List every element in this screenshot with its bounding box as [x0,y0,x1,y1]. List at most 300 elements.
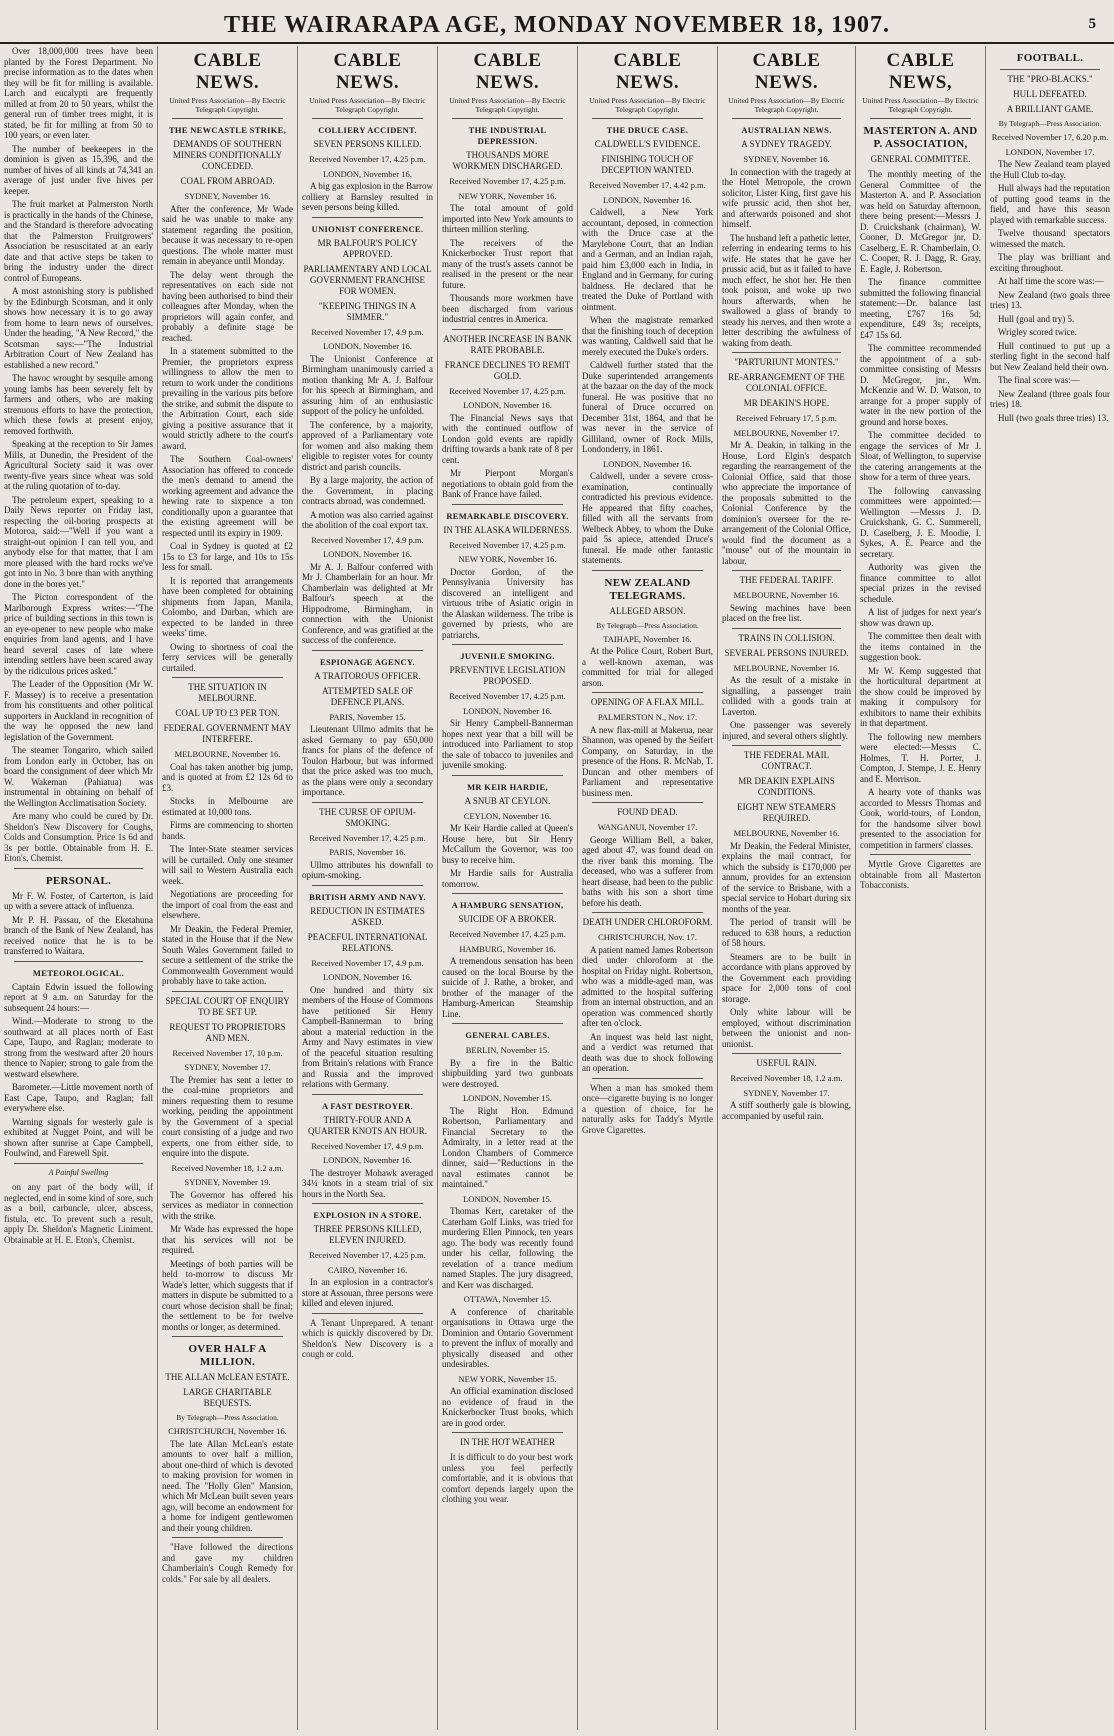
paragraph: The petroleum expert, speaking to a Daily News reporter on Friday last, respecting the oil-boring prospects at Motoroa, said:—"Well if you want a straight-out opinion I can tell you, and anybody else for that matter, that I am more pleased with the hard rocks we've got into in No. 3 bore than with anything done in the bores yet." [4,494,153,589]
divider [732,628,841,629]
subheadline: A SYDNEY TRAGEDY. [741,139,832,149]
dateline: MELBOURNE, November 17. [733,427,840,438]
paragraph: Lieutenant Ullmo admits that he asked Germany to pay 650,000 francs for plans of the defence of Toulon Harbour, but was informed that the price asked was too much, as the plans were only a secondary importance. [302,724,433,797]
column-title: CABLE NEWS. [613,50,682,93]
paragraph: The late Allan McLean's estate amounts to over half a million, about one-third of which is devoted to making provision for women in need. The "Holly Glen" Mansion, which Mr McLean built seven years ago, will become an endowment for a home for indigent gentlewomen and their young children. [162,1438,293,1533]
paragraph: A big gas explosion in the Barrow colliery at Barnsley resulted in seven persons being killed. [302,181,433,212]
paragraph: A motion was also carried against the abolition of the coal export tax. [302,509,433,530]
paragraph: Mr Pierpont Morgan's negotiations to obtain gold from the Bank of France have failed. [442,468,573,499]
paragraph: Hull (two goals three tries) 13. [998,412,1109,423]
subheadline: MR DEAKIN'S HOPE. [743,398,830,408]
paragraph: An inquest was held last night, and a verdict was returned that death was due to shock following an operation. [582,1031,713,1073]
paragraph: In an explosion in a contractor's store at Assouan, three persons were killed and eleven injured. [302,1277,433,1308]
dateline: MELBOURNE, November 16. [733,590,840,600]
dateline: NEW YORK, November 15. [458,1373,557,1384]
subheadline: COAL FROM ABROAD. [180,176,275,186]
divider [592,692,703,693]
received-line: Received November 17, 4.9 p.m. [311,957,424,968]
subheadline: MR BALFOUR'S POLICY APPROVED. [317,237,418,259]
subheadline: THE SITUATION IN MELBOURNE. [188,682,267,703]
subheadline: DEATH UNDER CHLOROFORM. [582,917,713,927]
paragraph: Firms are commencing to shorten hands. [162,820,293,841]
subheadline: ATTEMPTED SALE OF DEFENCE PLANS. [321,685,413,707]
paragraph: The committee recommended the appointment of a sub-committee consisting of Messrs D. McGregor, jnr., Wm. McKenzie and W. D. Watson, to arrange for a proper supply of water in the new portion of the ground and horse boxes. [860,343,981,427]
masthead [0,0,1114,44]
newspaper-title: THE WAIRARAPA AGE, MONDAY NOVEMBER 18, 1907. [223,12,891,38]
paragraph: The delay went through the representatives on each side not having been authorised to bind their colleagues after Monday, when the proprietors will again confer, and probably a definite stage be reached. [162,269,293,343]
paragraph: Authority was given the finance committee to allot special prizes in the revised schedule. [860,562,981,604]
column-title: CABLE NEWS. [193,50,262,93]
dateline: CEYLON, November 16. [463,810,552,821]
advertisement: "Have followed the directions and gave my children Chamberlain's Cough Remedy for colds." For sale by all dealers. [162,1542,293,1584]
divider [732,352,841,353]
divider [312,802,423,803]
divider [312,1203,423,1204]
headline: THE INDUSTRIAL DEPRESSION. [468,125,547,146]
subheadline: THIRTY-FOUR AND A QUARTER KNOTS AN HOUR. [308,1114,427,1136]
divider [312,217,423,218]
divider [452,775,563,776]
subheadline: IN THE ALASKA WILDERNESS. [443,524,572,535]
headline: COLLIERY ACCIDENT. [318,125,417,135]
divider [452,1432,563,1433]
dateline: MELBOURNE, November 16. [174,749,281,759]
subheadline: SEVEN PERSONS KILLED. [313,139,422,149]
paragraph: Only white labour will be employed, without discrimination between the unionist and non-unionist. [722,1007,851,1049]
paragraph: Captain Edwin issued the following report at 9 a.m. on Saturday for the subsequent 24 hours:— [4,981,153,1013]
paragraph: The Financial News says that with the continued outflow of London gold events are rapidly drifting towards a bank rate of 8 per cent. [442,412,573,465]
subheadline: EIGHT NEW STEAMERS REQUIRED. [737,802,836,823]
credit-line: United Press Association—By Electric Telegraph Copyright. [309,96,426,114]
paragraph: The total amount of gold imported into New York amounts to thirteen million sterling. [442,203,573,234]
paragraph: By a large majority, the action of the Government, in placing contracts abroad, was condemned. [302,475,433,506]
subheadline: THE FEDERAL MAIL CONTRACT. [743,750,830,771]
paragraph: A tremendous sensation has been caused on the local Bourse by the suicide of J. Rathe, a broker, and brother of the manager of the Hamburg-American Steamship Line. [442,956,573,1019]
received-line: Received November 17, 10 p.m. [172,1047,283,1058]
divider [452,1023,563,1024]
dateline: LONDON, November 16. [603,458,692,469]
paragraph: New Zealand (three goals four tries) 18. [990,388,1110,409]
paragraph: The destroyer Mohawk averaged 34¼ knots in a steam trial of six hours in the North Sea. [302,1167,433,1199]
paragraph: The havoc wrought by sesquile among young lambs has been severely felt by farmers and others, who are making strenuous efforts to have the protection, which these fowls at present enjoy, removed forthwith. [4,373,153,436]
divider [14,961,143,962]
paragraph: The receivers of the Knickerbocker Trust report that many of the trust's assets cannot be realised in the present or the near future. [442,237,573,290]
advertisement: When a man has smoked them once—cigarette buying is no longer a question of choice, for he naturally asks for Taddy's Myrtle Grove Cigarettes. [582,1082,713,1135]
received-line: Received November 17, 4.25 p.m. [449,691,566,701]
dateline: BERLIN, November 15. [465,1045,550,1055]
dateline: CHRISTCHURCH, Nov. 17. [598,932,697,942]
dateline: NEW YORK, November 16. [458,190,557,201]
paragraph: Hull continued to put up a sterling fight in the second half but New Zealand held their own. [990,340,1110,372]
dateline: LONDON, November 15. [463,1193,552,1204]
headline: EXPLOSION IN A STORE. [313,1210,422,1220]
subheadline: RE-ARRANGEMENT OF THE COLONIAL OFFICE. [728,372,845,393]
subheadline: OPENING OF A FLAX MILL. [590,697,705,707]
column-1 [0,46,158,1730]
headline: JUVENILE SMOKING. [460,651,555,661]
paragraph: The number of beekeepers in the dominion is given as 15,396, and the number of hives of all kinds at 74,341 an average of just under five hives per keeper. [4,143,153,196]
headline: A FAST DESTROYER. [322,1100,413,1111]
dateline: MELBOURNE, November 16. [733,662,840,673]
paragraph: The conference, by a majority, approved of a Parliamentary vote for women and also making them eligible to register votes for county district and parish councils. [302,419,433,472]
paragraph: The Leader of the Opposition (Mr W. F. Massey) is to receive a presentation from his constituents and other political supporters in Auckland in recognition of the way he opposed the new land legislation of the Government. [4,679,153,742]
paragraph: After the conference, Mr Wade said he was unable to make any statement regarding the position, because it was necessary to re-open questions. The whole matter must remain in abeyance until Monday. [162,203,293,266]
headline: MR KEIR HARDIE, [467,781,548,792]
received-line: Received February 17, 5 p.m. [736,413,837,423]
received-line: Received November 17, 4.42 p.m. [589,180,706,190]
credit-line: By Telegraph—Press Association. [998,119,1102,128]
divider [592,118,703,119]
received-line: Received November 17, 4.25 p.m. [449,539,566,550]
paragraph: A most astonishing story is published by the Edinburgh Scotsman, and it only shows how necessary it is to go away from home to learn news of ourselves. Under the heading, "A New Record," the Scotsman says:—"The Industrial Arbitration Court of New Zealand has established a new record." [4,286,153,370]
paragraph: Mr A. Deakin, in talking in the House, Lord Elgin's despatch regarding the rearrangement of the Colonial Office, said that those who appreciate the importance of the proposals submitted to the Colonial Conference by the dominion's overseer for the re-arrangement of the Colonial Office, would find the document as a "mouse" out of the mountain in labour. [722,440,851,566]
subheadline: PARLIAMENTARY AND LOCAL GOVERNMENT FRANCHISE FOR WOMEN. [303,263,432,296]
subheadline: A BRILLIANT GAME. [1006,104,1094,114]
paragraph: Caldwell, under a severe cross-examination, continually contradicted his previous evidence. He appeared that fifty coaches, filled with all the servants from Welbeck Abbey, to whom the Duke paid 5s apiece, attended Druce's funeral. He made other fantastic statements. [582,471,713,565]
paragraph: Mr Wade has expressed the hope that his services will not be required. [162,1224,293,1255]
paragraph: The Premier has sent a letter to the coal-mine proprietors and miners requesting them to resume working, pending the appointment by the Government of a special court consisting of a judge and two experts, one from either side, to enquire into the dispute. [162,1074,293,1158]
column-6 [718,46,856,1730]
paragraph: The Governor has offered his services as mediator in connection with the strike. [162,1189,293,1221]
column-title: CABLE NEWS, [886,50,955,93]
headline: THE DRUCE CASE. [606,125,689,135]
divider [452,644,563,645]
divider [172,991,283,992]
subheadline: PREVENTIVE LEGISLATION PROPOSED. [449,665,566,686]
subheadline: "PARTURIUNT MONTES." [734,357,839,367]
dateline: SYDNEY, November 19. [184,1177,271,1187]
divider [732,745,841,746]
subheadline: MR DEAKIN EXPLAINS CONDITIONS. [738,776,835,797]
paragraph: Wind.—Moderate to strong to the southward at all places north of East Cape, Taupo, and Raglan; moderate to strong from the westward after 20 hours thence to Napier; strong to gale from the westward elsewhere. [4,1016,153,1079]
headline: A HAMBURG SENSATION, [451,900,564,910]
dateline: LONDON, November 16. [323,168,412,179]
paragraph: The husband left a pathetic letter, referring in endearing terms to his wife. He states that he gave her prussic acid, but as it failed to have much effect, he shot her. He then took poison, and woke up two hours afterwards, when he swallowed a glass of brandy to steady his nerves, and then wrote a letter describing the awfulness of waking from death. [722,232,851,348]
paragraph: A hearty vote of thanks was accorded to Messrs Thomas and Cook, world-tours, of London, for the handsome silver bowl presented to the association for competition in farmers' classes. [860,787,981,850]
column-7 [856,46,986,1730]
divider [732,1053,841,1054]
dateline: OTTAWA, November 15. [463,1294,552,1304]
paragraph: The Inter-State steamer services will be curtailed. Only one steamer will sail to Western Australia each week. [162,844,293,886]
dateline: TAIHAPE, November 16. [603,633,692,644]
paragraph: The steamer Tongariro, which sailed from London early in October, has on board the consignment of deer which Mr W. Wakeman (Pahiatua) was instrumental in obtaining on behalf of the Wellington Acclimatisation Society. [4,745,153,808]
headline: UNIONIST CONFERENCE. [311,223,424,234]
headline: AUSTRALIAN NEWS. [741,125,832,135]
paragraph: The monthly meeting of the General Committee of the Masterton A. and P. Association was held on Saturday afternoon, there being present:—Messrs J. D. Cruickshank (chairman), W. Cooner, D. McGregor jnr, D. Caselberg, E. R. Chamberlain, O. C. Cooper, R. J. Dagg, R. Gray, E. Eagle, J. Robertson. [860,169,981,274]
paragraph: At the Police Court, Robert Burt, a well-known axeman, was committed for trial for alleged arson. [582,646,713,688]
paragraph: The New Zealand team played the Hull Club to-day. [990,159,1110,180]
dateline: LONDON, November 16. [323,549,412,559]
paragraph: Speaking at the reception to Sir James Mills, at Dunedin, the President of the Agricultural Society said it was over twenty-five years since wheat was sold at the ruling quotation of to-day. [4,439,153,491]
subheadline: HULL DEFEATED. [1013,89,1087,99]
divider [14,1163,143,1164]
credit-line: United Press Association—By Electric Telegraph Copyright. [449,96,566,114]
column-title: CABLE NEWS. [473,50,542,93]
subheadline: SPECIAL COURT OF ENQUIRY TO BE SET UP. [165,995,290,1017]
column-title: CABLE NEWS. [333,50,402,93]
paragraph: Steamers are to be built in accordance with plans approved by the Government each providing space for 2,000 tons of cool storage. [722,951,851,1004]
paragraph: Thomas Kerr, caretaker of the Caterham Golf Links, was tried for murdering Ellen Pinnock, ten years ago. The body was recently found under his cellar, following the revelation of a trance medium named Staples. The jury disagreed, and Kerr was discharged. [442,1206,573,1290]
received-line: Received November 17, 4.25 p.m. [449,385,566,396]
subheadline: ANOTHER INCREASE IN BANK RATE PROBABLE. [443,333,572,355]
subheadline: TRAINS IN COLLISION. [738,632,835,643]
paragraph: The Picton correspondent of the Marlborough Express writes:—"The price of building sections in this town is an eye-opener to new people who make enquiries from land agents, and I have heard several cases of late where intending settlers have been scared away by the ridiculous prices asked." [4,592,153,676]
dateline: LONDON, November 17. [1005,146,1095,157]
dateline: SYDNEY, November 17. [743,1087,830,1098]
paragraph: Meetings of both parties will be held to-morrow to discuss Mr Wade's letter, which suggests that if matters in dispute be submitted to a court whose decision shall be final; the settlement to be for twelve months or longer, as determined. [162,1258,293,1332]
paragraph: Caldwell, a New York accountant, deposed, in connection with the Druce case at the Marylebone Court, that an Indian and a German, and an Indian rajah, paid him £3,000 each in India, in England and in Germany, for curing baldness. He declared that he treated the Duke of Portland with ointment. [582,207,713,312]
headline: REMARKABLE DISCOVERY. [446,510,569,521]
paragraph: As the result of a mistake in signalling, a passenger train collided with a goods train at Laverton. [722,675,851,717]
paragraph: Mr P. H. Passau, of the Eketahuna branch of the Bank of New Zealand, has received notice that he is to be transferred to Waitara. [4,914,153,956]
divider [312,885,423,886]
paragraph: Mr Deakin, the Federal Premier, stated in the House that if the New South Wales Government failed to secure a settlement of the strike the Commonwealth Government would probably have to take action. [162,923,293,986]
dateline: SYDNEY, November 16. [743,154,830,164]
paragraph: The following new members were elected:—Messrs C. Holmes, T. H. Porter, J. Compton, J. Stempe, J. E. Henry and E. Morrison. [860,731,981,784]
column-title: CABLE NEWS. [752,50,821,93]
dateline: LONDON, November 16. [323,972,412,982]
paragraph: An official examination disclosed no evidence of fraud in the Knickerbocker Trust books, which are in good order. [442,1386,573,1428]
received-line: Received November 17, 4.9 p.m. [311,326,424,337]
paragraph: Owing to shortness of coal the ferry services will be generally curtailed. [162,641,293,673]
dateline: LONDON, November 16. [323,1155,412,1165]
paragraph: Over 18,000,000 trees have been planted by the Forest Department. No precise information as to the dates when they will be fit for milling is available. Larch and eucalypti are frequently milled at from 20 to 50 years, whilst the general run of timber trees might, it is stated, be fit for milling at from 50 to 100 years, or even later. [4,46,153,140]
subheadline: DEMANDS OF SOUTHERN MINERS CONDITIONALLY CONCEDED. [172,139,283,171]
subheadline: FEDERAL GOVERNMENT MAY INTERFERE. [163,723,292,744]
credit-line: By Telegraph—Press Association. [176,1413,279,1422]
subheadline: USEFUL RAIN. [756,1058,817,1068]
credit-line: By Telegraph—Press Association. [596,620,699,630]
divider [870,854,971,855]
divider [312,1094,423,1095]
divider [592,570,703,571]
dateline: MELBOURNE, November 16. [733,828,840,838]
paragraph: Doctor Gordon, of the Pennsylvania University has discovered an intelligent and virtuous tribe of Asiatic origin in the Alaskan wilderness. The tribe is governed by priests, who are patriarchs. [442,566,573,640]
section-heading: METEOROLOGICAL. [32,967,125,978]
headline: NEW ZEALAND TELEGRAMS. [604,576,691,602]
paragraph: Ullmo attributes his downfall to opium-smoking. [302,859,433,880]
headline: OVER HALF A MILLION. [188,1343,267,1368]
ad-heading: A Painful Swelling [48,1167,109,1177]
paragraph: One passenger was severely injured, and several others slightly. [722,720,851,741]
paragraph: Thousands more workmen have been discharged from various industrial centres in America. [442,293,573,324]
column-3 [298,46,438,1730]
subheadline: FOUND DEAD. [617,807,678,817]
paragraph: Negotiations are proceeding for the import of coal from the east and elsewhere. [162,889,293,920]
advertisement: It is difficult to do your best work unless you feel perfectly comfortable, and it is obvious that comfort depends largely upon the clothing you wear. [442,1452,573,1504]
dateline: LONDON, November 16. [463,705,552,716]
advertisement: Are many who could be cured by Dr. Sheldon's New Discovery for Coughs, Colds and Consumption. Price 1s 6d and 3s per bottle. Obtainable from H. E. Eton's, Chemist. [4,811,153,863]
paragraph: A stiff southerly gale is blowing, accompanied by useful rain. [722,1100,851,1121]
paragraph: In a statement submitted to the Premier, the proprietors express willingness to allow the men to return to work under the conditions prevailing in the various pits before the strike, and submit the dispute to the Arbitration Court, each side giving a positive assurance that it would strictly adhere to the court's award. [162,346,293,451]
dateline: PALMERSTON N., Nov. 17. [597,712,698,722]
dateline: HAMBURG, November 16. [459,943,556,954]
dateline: PARIS, November 15. [329,711,406,722]
received-line: Received November 18, 1.2 a.m. [171,1162,284,1173]
subheadline: FINISHING TOUCH OF DECEPTION WANTED. [601,154,694,175]
paragraph: Warning signals for westerly gale is exhibited at Nugget Point, and will be shown after sunrise at Cape Campbell, Foulwind, and Farewell Spit. [4,1116,153,1158]
subheadline: GENERAL COMMITTEE. [870,154,971,164]
subheadline: REDUCTION IN ESTIMATES ASKED. [310,905,425,927]
divider [732,570,841,571]
advertisement: Myrtle Grove Cigarettes are obtainable from all Masterton Tobacconists. [860,859,981,890]
credit-line: United Press Association—By Electric Telegraph Copyright. [169,96,286,114]
paragraph: A new flax-mill at Makerua, near Shannon, was opened by the Seifert Company, on Saturday, in the presence of the Hons. R. McNab, T. Duncan and other members of Parliament and representative business men. [582,724,713,798]
ad-heading: IN THE HOT WEATHER [460,1437,555,1447]
divider [172,1336,283,1337]
paragraph: The committee then dealt with the items contained in the suggestion book. [860,631,981,662]
page-number: 5 [1088,16,1096,32]
subheadline: COAL UP TO £3 PER TON. [175,708,280,718]
headline: ESPIONAGE AGENCY. [319,656,415,667]
paragraph: The play was brilliant and exciting throughout. [990,252,1110,273]
paragraph: The Unionist Conference at Birmingham unanimously carried a motion thanking Mr A. J. Balfour for his speech at Birmingham, and assuring him of an enthusiastic support of the policy he unfolded. [302,353,433,416]
paragraph: It is reported that arrangements have been completed for obtaining shipments from Japan, Manila, Colombo, and Durban, which are expected to be landed in three weeks' time. [162,575,293,638]
advertisement: A Tenant Unprepared. A tenant which is quickly discovered by Dr. Sheldon's New Discovery is a cough or cold. [302,1317,433,1359]
paragraph: The period of transit will be reduced to 638 hours, a reduction of 58 hours. [722,917,851,948]
received-line: Received November 17, 4.25 p.m. [309,154,426,164]
received-line: Received November 17, 4.9 p.m. [311,534,424,545]
dateline: LONDON, November 15. [463,1093,552,1103]
paragraph: George William Bell, a baker, aged about 47, was found dead on the river bank this morning. The deceased, who was a sufferer from heart disease, had been to the public baths with his son a short time before his death. [582,834,713,908]
subheadline: REQUEST TO PROPRIETORS AND MEN. [169,1021,286,1043]
divider [312,1313,423,1314]
dateline: LONDON, November 16. [463,400,552,410]
paragraph: In connection with the tragedy at the Hotel Metropole, the crown solicitor, Lister King, first gave his wife prussic acid, then shot her, and afterwards poisoned and shot himself. [722,166,851,229]
paragraph: Coal in Sydney is quoted at £2 15s to £3 for large, and 10s to 15s less for small. [162,541,293,572]
dateline: CAIRO, November 16. [327,1264,408,1275]
divider [452,504,563,505]
dateline: CHRISTCHURCH, November 16. [168,1426,287,1436]
column-4 [438,46,578,1730]
divider [172,1537,283,1538]
paragraph: A patient named James Robertson died under chloroform at the hospital on Friday night. Robertson, who was a middle-aged man, was admitted to the hospital suffering from an internal obstruction, and an operation was commenced shortly after ten o'clock. [582,944,713,1028]
paragraph: A list of judges for next year's show was drawn up. [860,607,981,628]
divider [312,118,423,119]
subheadline: SEVERAL PERSONS INJURED. [724,647,849,658]
paragraph: Hull always had the reputation of putting good teams in the field, and have this season played with remarkable success. [990,183,1110,225]
paragraph: Twelve thousand spectators witnessed the match. [990,228,1110,249]
divider [1000,69,1100,70]
paragraph: Wrigley scored twice. [998,327,1077,337]
subheadline: FRANCE DECLINES TO REMIT GOLD. [444,359,571,381]
credit-line: United Press Association—By Electric Telegraph Copyright. [862,96,979,114]
dateline: SYDNEY, November 17. [184,1062,271,1072]
paragraph: Sir Henry Campbell-Bannerman hopes next year that a bill will be introduced into Parliament to stop the sale of tobacco to juveniles and juvenile smoking. [442,718,573,770]
paragraph: Barometer.—Little movement north of East Cape, Taupo, and Raglan; fall everywhere else. [4,1082,153,1113]
section-heading: PERSONAL. [45,874,112,887]
received-line: Received November 17, 4.25 p.m. [449,176,566,186]
paragraph: Mr Keir Hardie called at Queen's House here, but Sir Henry McCallum the Governor, was too busy to receive him. [442,823,573,865]
subheadline: "KEEPING THINGS IN A SIMMER." [318,300,417,322]
divider [592,802,703,803]
received-line: Received November 17, 4.25 p.m. [309,1250,426,1260]
paragraph: Stocks in Melbourne are estimated at 10,000 tons. [162,796,293,817]
paragraph: The Southern Coal-owners' Association has offered to concede the men's demand to amend the working agreement and advance the hewing rate to sixpence a ton conditionally upon a guarantee that the existing agreement will be respected until its expiry in 1909. [162,454,293,538]
headline: FOOTBALL. [1016,52,1084,64]
paragraph: At half time the score was:— [998,276,1104,286]
divider [452,118,563,119]
divider [14,868,143,869]
dateline: LONDON, November 16. [603,194,692,205]
paragraph: Mr Deakin, the Federal Minister, explains the mail contract, for which the subsidy is £170,000 per annum, provides for an extension of the service to Brisbane, with a special service to Hobart during six months of the year. [722,840,851,914]
divider [312,650,423,651]
paragraph: Mr Hardie sails for Australia tomorrow. [442,868,573,889]
paragraph: Mr F. W. Foster, of Carterton, is laid up with a severe attack of influenza. [4,890,153,911]
paragraph: The following canvassing committees were appointed:—Wellington —Messrs J. D. Cruickshank, G. C. Summerell, D. Caselberg, J. E. Moodie, I. Sykes, A. E. Pearce and the secretary. [860,485,981,559]
dateline: WANGANUI, November 17. [597,822,698,832]
headline: THE NEWCASTLE STRIKE, [168,125,287,135]
subheadline: A TRAITOROUS OFFICER. [314,670,421,681]
dateline: LONDON, November 16. [323,341,412,351]
received-line: Received November 17, 4.25 p.m. [449,929,566,939]
received-line: Received November 17, 4.9 p.m. [311,1140,424,1151]
subheadline: CALDWELL'S EVIDENCE. [594,139,701,149]
paragraph: When the magistrate remarked that the finishing touch of deception was wanting, Caldwell said that he merely executed the Duke's orders. [582,315,713,357]
divider [870,118,971,119]
paragraph: Caldwell further stated that the Duke superintended arrangements at the bazaar on the day of the mock funeral. He was positive that no funeral of Druce occurred on December 31st, 1864, and that he was never in the service of Gilliland, owner of Rock Mills, Londonderry, in 1861. [582,360,713,454]
paragraph: Hull (goal and try) 5. [998,313,1075,324]
headline: GENERAL CABLES. [465,1030,550,1040]
column-5 [578,46,718,1730]
subheadline: ALLEGED ARSON. [609,605,686,616]
paragraph: One hundred and thirty six members of the House of Commons have petitioned Sir Henry Campbell-Bannerman to bring about a material reduction in the Army and Navy estimates in view of the peaceful situation resulting from Britain's relations with France and Russia and the improved relations with Germany. [302,984,433,1089]
divider [452,329,563,330]
column-2 [158,46,298,1730]
subheadline: THREE PERSONS KILLED, ELEVEN INJURED. [313,1224,422,1245]
paragraph: Mr W. Kemp suggested that the horticultural department at the show could be improved by making it compulsory for exhibitors to name their exhibits in that department. [860,665,981,728]
paragraph: The committee decided to engage the services of Mr J. Sloat, of Wellington, to supervise the catering arrangements at the show for a term of three years. [860,430,981,482]
subheadline: THE "PRO-BLACKS." [1007,74,1093,84]
divider [592,912,703,913]
subheadline: THE FEDERAL TARIFF. [739,575,834,585]
subheadline: PEACEFUL INTERNATIONAL RELATIONS. [307,931,428,953]
divider [172,118,283,119]
subheadline: THOUSANDS MORE WORKMEN DISCHARGED. [452,150,563,171]
paragraph: The fruit market at Palmerston North is practically in the hands of the Chinese, and the Standard is therefore advocating that the Palmerston Fruitgrowers' Association be resuscitated at an early date and that active steps be taken to bring the industry under the direct control of Europeans. [4,199,153,283]
subheadline: THE ALLAN McLEAN ESTATE. [165,1372,290,1382]
paragraph: The Right Hon. Edmund Robertson, Parliamentary and Financial Secretary to the Admiralty, in a letter read at the London Chambers of Commerce dinner, said—"Reductions in the naval estimates cannot be maintained." [442,1105,573,1189]
credit-line: United Press Association—By Electric Telegraph Copyright. [589,96,706,114]
column-8 [986,46,1114,1730]
subheadline: THE CURSE OF OPIUM-SMOKING. [319,806,416,828]
received-line: Received November 18, 1.2 a.m. [730,1073,843,1083]
dateline: SYDNEY, November 16. [184,191,271,201]
paragraph: A conference of charitable organisations in Ottawa urge the Dominion and Ontario Government to prevent the influx of morally and physically diseased and other undesirables. [442,1306,573,1369]
advertisement: on any part of the body will, if neglected, end in some kind of sore, such as a boil, carbuncle, ulcer, abscess, fistula, etc. To prevent such a result, apply Dr. Sheldon's Magnetic Liniment. Obtainable at H. E. Eton's, Chemist. [4,1182,153,1245]
credit-line: United Press Association—By Electric Telegraph Copyright. [728,96,845,114]
received-line: Received November 17, 6.20 p.m. [991,132,1109,142]
paragraph: Sewing machines have been placed on the free list. [722,602,851,623]
paragraph: Mr A. J. Balfour conferred with Mr J. Chamberlain for an hour. Mr Chamberlain was delighted at Mr Balfour's speech at the Hippodrome, Birmingham, in connection with the Unionist Conference, and was gratified at the success of the conference. [302,561,433,645]
headline: BRITISH ARMY AND NAVY. [309,891,426,902]
subheadline: A SNUB AT CEYLON. [464,795,551,806]
headline: MASTERTON A. AND P. ASSOCIATION, [863,125,978,150]
dateline: PARIS, November 16. [329,847,406,857]
subheadline: LARGE CHARITABLE BEQUESTS. [183,1387,272,1408]
dateline: NEW YORK, November 16. [458,554,557,564]
subheadline: SUICIDE OF A BROKER. [458,914,557,924]
paragraph: New Zealand (two goals three tries) 13. [990,289,1110,310]
divider [592,1078,703,1079]
received-line: Received November 17, 4.25 p.m. [309,832,426,843]
divider [172,677,283,678]
divider [732,118,841,119]
paragraph: Coal has taken another big jump, and is quoted at from £2 12s 6d to £3. [162,761,293,793]
paragraph: The final score was:— [998,375,1080,385]
paragraph: The finance committee submitted the following financial statement:—Dr. balance last meeting, £767 16s 5d; expenditure, £49 3s; receipts, £47 15s 6d. [860,277,981,340]
paragraph: By a fire in the Baltic shipbuilding yard two gunboats were destroyed. [442,1057,573,1089]
